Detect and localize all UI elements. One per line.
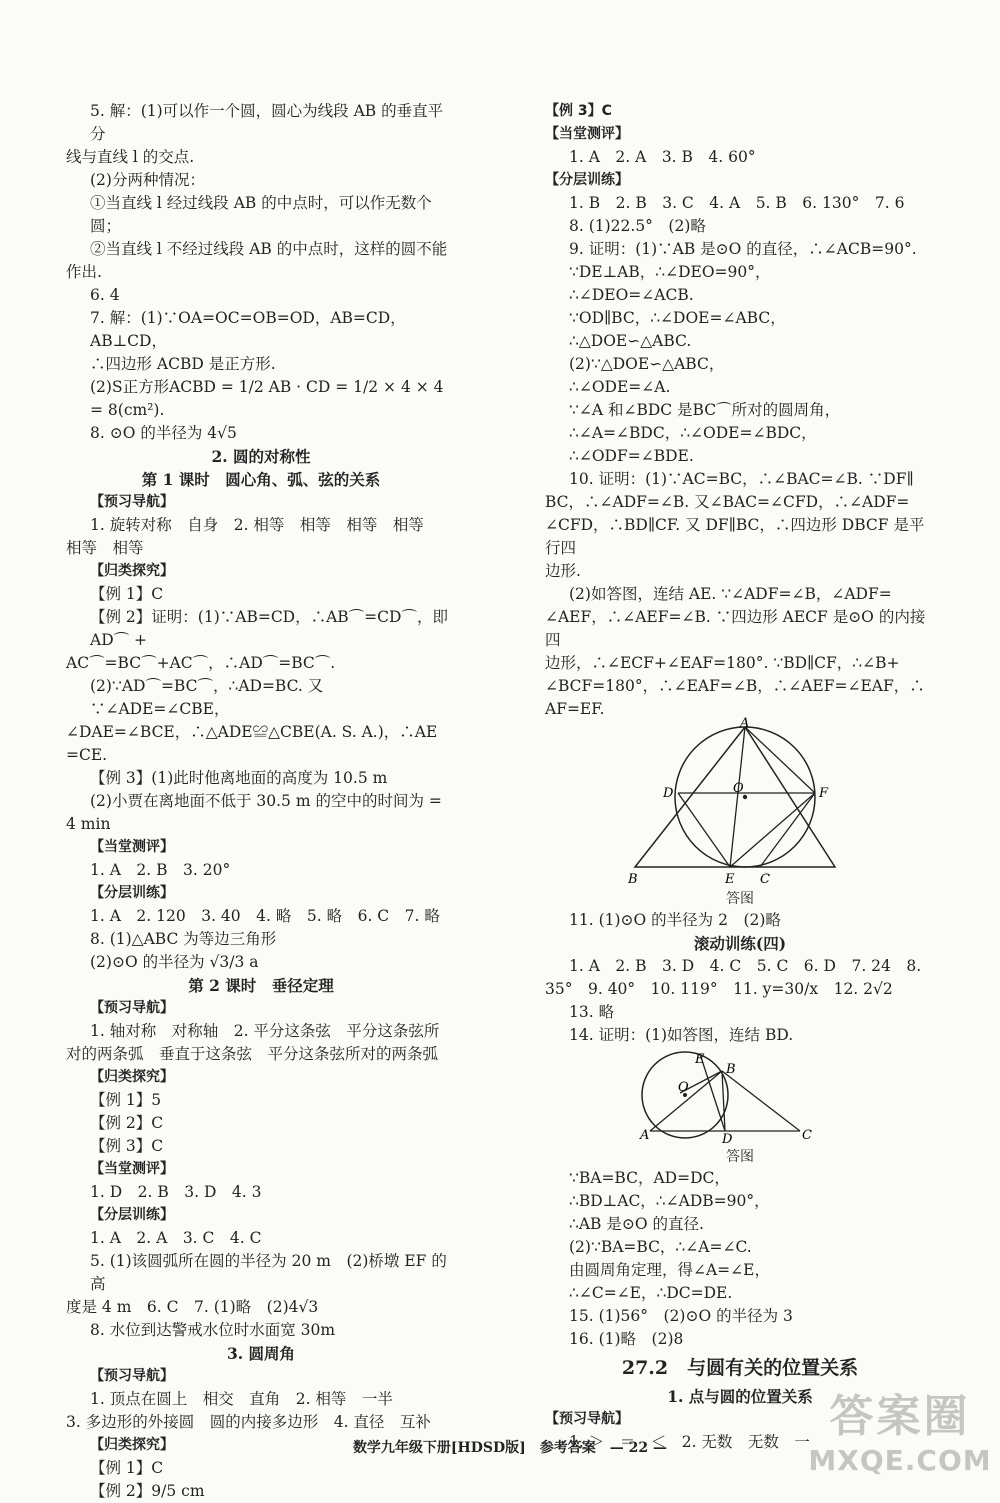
right-top-line: ∠BCF=180°，∴∠EAF=∠B，∴∠AEF=∠EAF，∴ xyxy=(545,677,925,695)
fig1-label-D: D xyxy=(663,786,674,801)
right-top-line: 10. 证明：(1)∵AC=BC，∴∠BAC=∠B. ∵DF∥ xyxy=(569,470,914,488)
right-end-line: 【预习导航】 xyxy=(545,1411,629,1427)
left-line: 1. D 2. B 3. D 4. 3 xyxy=(90,1183,262,1201)
right-mid-line: 滚动训练(四) xyxy=(693,934,787,953)
left-line: =CE. xyxy=(66,746,108,764)
left-line: 8. ⊙O 的半径为 4√5 xyxy=(90,424,237,442)
right-column xyxy=(545,100,935,1454)
right-top-line: 8. (1)22.5° (2)略 xyxy=(569,217,706,235)
fig1-label-C: C xyxy=(760,872,770,887)
right-bottom-line: ∵BA=BC，AD=DC， xyxy=(569,1169,730,1187)
left-line: 5. 解：(1)可以作一个圆，圆心为线段 AB 的垂直平分 xyxy=(90,102,444,143)
right-bottom-line: (2)∵BA=BC，∴∠A=∠C. xyxy=(569,1238,752,1256)
left-line: 作出. xyxy=(66,263,102,281)
left-line: 【分层训练】 xyxy=(90,1207,174,1223)
left-line: (2)小贾在离地面不低于 30.5 m 的空中的时间为 = xyxy=(90,792,442,810)
right-bottom-line: ∴AB 是⊙O 的直径. xyxy=(569,1215,704,1233)
fig1-label-F: F xyxy=(819,786,829,801)
left-line: 【例 1】5 xyxy=(90,1091,162,1109)
left-column xyxy=(66,100,456,1503)
left-line: 1. A 2. A 3. C 4. C xyxy=(90,1229,262,1247)
left-line: 1. 旋转对称 自身 2. 相等 相等 相等 相等 xyxy=(90,516,424,534)
left-line: (2)⊙O 的半径为 √3/3 a xyxy=(90,953,259,971)
left-line: 【例 1】C xyxy=(90,585,164,603)
right-top-line: 1. B 2. B 3. C 4. A 5. B 6. 130° 7. 6 xyxy=(569,194,905,212)
left-line: 1. 顶点在圆上 相交 直角 2. 相等 一半 xyxy=(90,1390,393,1408)
left-line: ∠DAE=∠BCE，∴△ADE≌△CBE(A. S. A.)，∴AE xyxy=(66,723,438,741)
right-bottom-line: 16. (1)略 (2)8 xyxy=(569,1330,684,1348)
left-line: 【预习导航】 xyxy=(90,1368,174,1384)
watermark-line1: 答案圈 xyxy=(829,1391,971,1442)
left-line: ①当直线 l 经过线段 AB 的中点时，可以作无数个圆； xyxy=(90,194,432,235)
left-line: 【例 1】C xyxy=(90,1459,164,1477)
left-line: ②当直线 l 不经过线段 AB 的中点时，这样的圆不能 xyxy=(90,240,448,258)
left-line: 【归类探究】 xyxy=(90,1069,174,1085)
left-line: (2)∵AD⌒=BC⌒，∴AD=BC. 又∵∠ADE=∠CBE， xyxy=(90,677,324,718)
right-top-line: ∠AEF，∴∠AEF=∠B. ∵四边形 AECF 是⊙O 的内接四 xyxy=(545,608,926,649)
left-line: 【例 3】(1)此时他离地面的高度为 10.5 m xyxy=(90,769,388,787)
left-line: 【例 2】9/5 cm xyxy=(90,1482,205,1500)
left-line: 1. A 2. 120 3. 40 4. 略 5. 略 6. C 7. 略 xyxy=(90,907,440,925)
left-line: 7. 解：(1)∵OA=OC=OB=OD，AB=CD，AB⊥CD， xyxy=(90,309,406,350)
right-top-line: 边形，∴∠ECF+∠EAF=180°. ∵BD∥CF，∴∠B+ xyxy=(545,654,900,672)
right-end-line: 1. ＞ ＝ ＜ 2. 无数 无数 一 xyxy=(569,1433,810,1451)
left-line: 【例 2】C xyxy=(90,1114,164,1132)
right-top-text xyxy=(545,100,935,721)
left-line: 8. (1)△ABC 为等边三角形 xyxy=(90,930,277,948)
watermark-logo xyxy=(805,1380,995,1477)
left-line: 【当堂测评】 xyxy=(90,839,174,855)
right-top-line: 【当堂测评】 xyxy=(545,126,629,142)
right-mid-line: 13. 略 xyxy=(569,1003,615,1021)
left-line: AC⌒=BC⌒+AC⌒，∴AD⌒=BC⌒. xyxy=(66,654,336,672)
right-top-line: ∴∠DEO=∠ACB. xyxy=(569,286,694,304)
fig2-label-B: B xyxy=(726,1062,736,1077)
left-line: 【归类探究】 xyxy=(90,563,174,579)
right-top-line: ∴∠ODE=∠A. xyxy=(569,378,671,396)
left-line: 度是 4 m 6. C 7. (1)略 (2)4√3 xyxy=(66,1298,319,1316)
right-top-line: BC，∴∠ADF=∠B. 又∠BAC=∠CFD，∴∠ADF= xyxy=(545,493,910,511)
left-line: 【分层训练】 xyxy=(90,885,174,901)
chapter-subheading: 1. 点与圆的位置关系 xyxy=(667,1387,813,1406)
right-top-line: (2)∵△DOE∽△ABC， xyxy=(569,355,725,373)
chapter-heading: 27.2 与圆有关的位置关系 xyxy=(621,1357,859,1379)
right-bottom-line: ∴∠C=∠E，∴DC=DE. xyxy=(569,1284,733,1302)
right-top-line: 【例 3】C xyxy=(545,103,612,119)
fig2-label-C: C xyxy=(802,1128,812,1143)
right-bottom-line: 由圆周角定理，得∠A=∠E， xyxy=(569,1261,770,1279)
fig2-label-O: O xyxy=(678,1080,689,1095)
right-middle-text xyxy=(545,909,935,1047)
right-top-line: (2)如答图，连结 AE. ∵∠ADF=∠B，∠ADF= xyxy=(569,585,892,603)
right-top-line: ∵DE⊥AB，∴∠DEO=90°， xyxy=(569,263,771,281)
right-top-line: ∵∠A 和∠BDC 是BC⌒所对的圆周角， xyxy=(569,401,841,419)
left-line: 【例 3】C xyxy=(90,1137,164,1155)
left-line: 3. 多边形的外接圆 圆的内接多边形 4. 直径 互补 xyxy=(66,1413,431,1431)
left-line: 2. 圆的对称性 xyxy=(211,447,311,466)
fig2-label-E: E xyxy=(695,1052,705,1067)
right-top-line: ∵OD∥BC，∴∠DOE=∠ABC， xyxy=(569,309,786,327)
right-top-line: ∴△DOE∽△ABC. xyxy=(569,332,692,350)
figure-1 xyxy=(620,716,860,887)
fig1-label-B: B xyxy=(628,872,638,887)
left-line: 【归类探究】 xyxy=(90,1437,174,1453)
right-mid-line: 1. A 2. B 3. D 4. C 5. C 6. D 7. 24 8. xyxy=(569,957,922,975)
left-line: 【例 2】证明：(1)∵AB=CD，∴AB⌒=CD⌒，即AD⌒ + xyxy=(90,608,448,649)
right-bottom-line: ∴BD⊥AC，∴∠ADB=90°， xyxy=(569,1192,770,1210)
right-bottom-text xyxy=(545,1167,935,1351)
right-top-line: AF=EF. xyxy=(545,700,605,718)
left-line: 5. (1)该圆弧所在圆的半径为 20 m (2)桥墩 EF 的高 xyxy=(90,1252,447,1293)
left-line: 相等 相等 xyxy=(66,539,144,557)
left-line: 1. 轴对称 对称轴 2. 平分这条弦 平分这条弦所 xyxy=(90,1022,440,1040)
right-mid-line: 11. (1)⊙O 的半径为 2 (2)略 xyxy=(569,911,781,929)
left-line: 第 2 课时 垂径定理 xyxy=(188,976,334,995)
page-footer: 数学九年级下册[HDSD版] 参考答案 — 22 — xyxy=(352,1440,668,1456)
left-line: 4 min xyxy=(66,815,111,833)
right-top-line: ∴∠A=∠BDC，∴∠ODE=∠BDC， xyxy=(569,424,817,442)
left-line: 【预习导航】 xyxy=(90,1000,174,1016)
left-line: 第 1 课时 圆心角、弧、弦的关系 xyxy=(141,470,381,489)
left-line: (2)S正方形ACBD = 1/2 AB · CD = 1/2 × 4 × 4 = 8(cm²). xyxy=(90,378,449,419)
left-line: 【预习导航】 xyxy=(90,494,174,510)
fig1-label-E: E xyxy=(725,872,735,887)
fig2-label-A: A xyxy=(640,1128,650,1143)
left-line: 1. A 2. B 3. 20° xyxy=(90,861,231,879)
right-top-line: 1. A 2. A 3. B 4. 60° xyxy=(569,148,756,166)
fig1-label-A: A xyxy=(740,716,750,731)
watermark-line2: MXQE.COM xyxy=(808,1444,992,1477)
left-line: 8. 水位到达警戒水位时水面宽 30m xyxy=(90,1321,336,1339)
figure-2-caption: 答图 xyxy=(726,1149,754,1165)
right-top-line: ∴∠ODF=∠BDE. xyxy=(569,447,694,465)
right-mid-line: 35° 9. 40° 10. 119° 11. y=30/x 12. 2√2 xyxy=(545,980,893,998)
fig2-label-D: D xyxy=(722,1132,733,1147)
right-top-line: 9. 证明：(1)∵AB 是⊙O 的直径，∴∠ACB=90°. xyxy=(569,240,917,258)
right-top-line: 边形. xyxy=(545,562,581,580)
left-line: ∴四边形 ACBD 是正方形. xyxy=(90,355,276,373)
left-line: 【当堂测评】 xyxy=(90,1161,174,1177)
left-line: 线与直线 l 的交点. xyxy=(66,148,195,166)
right-top-line: ∠CFD，∴BD∥CF. 又 DF∥BC，∴四边形 DBCF 是平行四 xyxy=(545,516,925,557)
right-bottom-line: 15. (1)56° (2)⊙O 的半径为 3 xyxy=(569,1307,793,1325)
left-line: 对的两条弧 垂直于这条弦 平分这条弦所对的两条弧 xyxy=(66,1045,439,1063)
right-mid-line: 14. 证明：(1)如答图，连结 BD. xyxy=(569,1026,794,1044)
figure-2 xyxy=(640,1051,840,1147)
left-line: (2)分两种情况： xyxy=(90,171,205,189)
left-line: 3. 圆周角 xyxy=(226,1344,296,1363)
fig1-label-O: O xyxy=(733,781,744,796)
left-line: 6. 4 xyxy=(90,286,120,304)
figure-1-caption: 答图 xyxy=(726,891,754,907)
right-top-line: 【分层训练】 xyxy=(545,172,629,188)
